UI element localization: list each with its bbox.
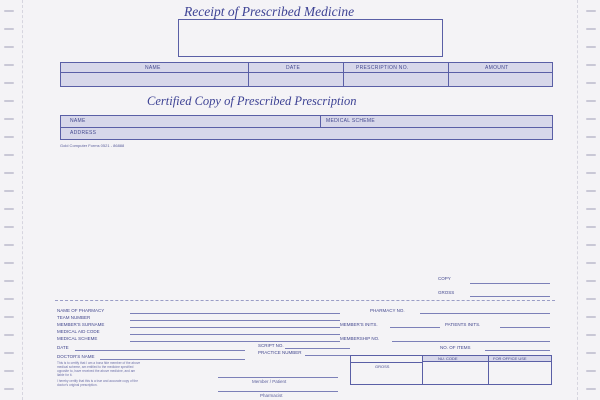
perforation-hole: [4, 118, 14, 120]
medical-aid-code-line: [130, 334, 340, 335]
receipt-col-divider-2: [343, 62, 344, 87]
perforation-hole: [586, 10, 596, 12]
members-surname-line: [130, 327, 340, 328]
perforation-hole: [4, 244, 14, 246]
doctors-name-line: [100, 359, 245, 360]
declaration-line-2: medical scheme, am entitled to the medicine specified: [57, 365, 134, 369]
receipt-title: Receipt of Prescribed Medicine: [184, 4, 355, 19]
perforation-hole: [4, 10, 14, 12]
declaration-line-6: doctor's original prescription.: [57, 383, 98, 387]
perforation-hole: [4, 208, 14, 210]
stamp-box: [178, 19, 443, 57]
receipt-col-name: NAME: [145, 65, 161, 71]
printer-note: Gold Computer Forms 0521 - 86888: [60, 143, 125, 148]
perforation-hole: [586, 82, 596, 84]
practice-number-label: PRACTICE NUMBER: [258, 350, 302, 355]
perforation-hole: [586, 28, 596, 30]
no-of-items-line: [485, 350, 550, 351]
date-line: [75, 350, 245, 351]
medical-scheme-label: MEDICAL SCHEME: [326, 118, 376, 124]
declaration-line-1: This is to certify that I am a bona fide member of the above: [57, 361, 141, 365]
perforation-hole: [586, 118, 596, 120]
perforation-hole: [4, 82, 14, 84]
perforation-hole: [586, 172, 596, 174]
membership-no-line: [392, 341, 550, 342]
perforation-hole: [586, 136, 596, 138]
perforation-hole: [4, 262, 14, 264]
perforation-hole: [4, 46, 14, 48]
address-label: ADDRESS: [70, 130, 97, 136]
receipt-col-amount: AMOUNT: [485, 65, 509, 71]
membership-no-label: MEMBERSHIP NO.: [340, 336, 380, 341]
pharmacy-no-line: [420, 313, 550, 314]
perforation-hole: [4, 352, 14, 354]
left-cut-line: [22, 0, 23, 400]
section-divider: [55, 300, 555, 301]
gross-line: [470, 296, 550, 297]
perforation-hole: [4, 154, 14, 156]
perforation-hole: [4, 298, 14, 300]
script-no-line: [285, 348, 350, 349]
pharmacy-no-label: PHARMACY NO.: [370, 308, 405, 313]
copy-label: COPY: [438, 276, 451, 281]
perforation-hole: [586, 388, 596, 390]
declaration-line-5: I hereby certify that this is a true and accurate copy of the: [57, 379, 138, 383]
perforation-hole: [586, 208, 596, 210]
practice-number-line: [305, 355, 350, 356]
receipt-header-divider: [60, 72, 553, 73]
perforation-hole: [4, 28, 14, 30]
perforation-hole: [586, 46, 596, 48]
perforation-hole: [586, 64, 596, 66]
perforation-hole: [586, 352, 596, 354]
perforation-hole: [4, 316, 14, 318]
patient-name-label: NAME: [70, 118, 86, 124]
receipt-col-prescription-no: PRESCRIPTION NO.: [356, 65, 409, 71]
office-row-divider: [350, 362, 422, 363]
perforation-hole: [4, 100, 14, 102]
date-label: DATE: [57, 345, 69, 350]
medical-scheme-detail-line: [130, 341, 340, 342]
receipt-col-divider-1: [248, 62, 249, 87]
patients-inits-label: PATIENTS INITS.: [445, 322, 481, 327]
right-perforation-strip: [584, 0, 598, 400]
receipt-col-date: DATE: [286, 65, 301, 71]
right-cut-line: [577, 0, 578, 400]
perforation-hole: [586, 154, 596, 156]
script-no-label: SCRIPT NO.: [258, 343, 284, 348]
certified-copy-title: Certified Copy of Prescribed Prescription: [147, 94, 357, 108]
members-inits-label: MEMBER'S INITS.: [340, 322, 378, 327]
gross-label: GROSS: [438, 290, 455, 295]
perforation-hole: [586, 298, 596, 300]
receipt-table-frame: [60, 62, 553, 87]
perforation-hole: [586, 190, 596, 192]
office-gross-label: GROSS: [375, 364, 390, 369]
perforation-hole: [586, 100, 596, 102]
pharmacist-signature-line: [218, 391, 338, 392]
medical-aid-code-label: MEDICAL AID CODE: [57, 329, 100, 334]
left-perforation-strip: [2, 0, 16, 400]
member-patient-label: Member / Patient: [252, 379, 287, 384]
perforation-hole: [586, 280, 596, 282]
perforation-hole: [4, 190, 14, 192]
perforation-hole: [4, 280, 14, 282]
receipt-col-divider-3: [448, 62, 449, 87]
name-of-pharmacy-line: [130, 313, 340, 314]
team-number-label: TEAM NUMBER: [57, 315, 91, 320]
perforation-hole: [586, 244, 596, 246]
patient-table-divider: [60, 127, 553, 128]
perforation-hole: [4, 370, 14, 372]
declaration-line-4: liable for it.: [57, 373, 73, 377]
perforation-hole: [586, 334, 596, 336]
medical-scheme-detail-label: MEDICAL SCHEME: [57, 336, 98, 341]
no-of-items-label: NO. OF ITEMS: [440, 345, 471, 350]
declaration-line-3: opposite to, have received the above medicine, and am: [57, 369, 136, 373]
perforation-hole: [4, 172, 14, 174]
office-col-divider-2: [488, 355, 489, 385]
doctors-name-label: DOCTOR'S NAME: [57, 354, 95, 359]
patients-inits-line: [500, 327, 550, 328]
declaration-text: [57, 361, 207, 387]
perforation-hole: [4, 226, 14, 228]
patient-table-col-divider: [320, 115, 321, 127]
team-number-line: [130, 320, 340, 321]
member-signature-line: [218, 377, 338, 378]
copy-line: [470, 283, 550, 284]
perforation-hole: [4, 388, 14, 390]
perforation-hole: [586, 262, 596, 264]
members-surname-label: MEMBER'S SURNAME: [57, 322, 105, 327]
perforation-hole: [4, 64, 14, 66]
for-office-use-label: FOR OFFICE USE: [493, 356, 527, 361]
members-inits-line: [390, 327, 440, 328]
pharmacist-label: Pharmacist: [260, 393, 283, 398]
office-col-divider-1: [422, 355, 423, 385]
perforation-hole: [586, 226, 596, 228]
perforation-hole: [586, 316, 596, 318]
perforation-hole: [4, 334, 14, 336]
nu-code-label: NU. CODE: [438, 356, 458, 361]
perforation-hole: [586, 370, 596, 372]
name-of-pharmacy-label: NAME OF PHARMACY: [57, 308, 105, 313]
perforation-hole: [4, 136, 14, 138]
